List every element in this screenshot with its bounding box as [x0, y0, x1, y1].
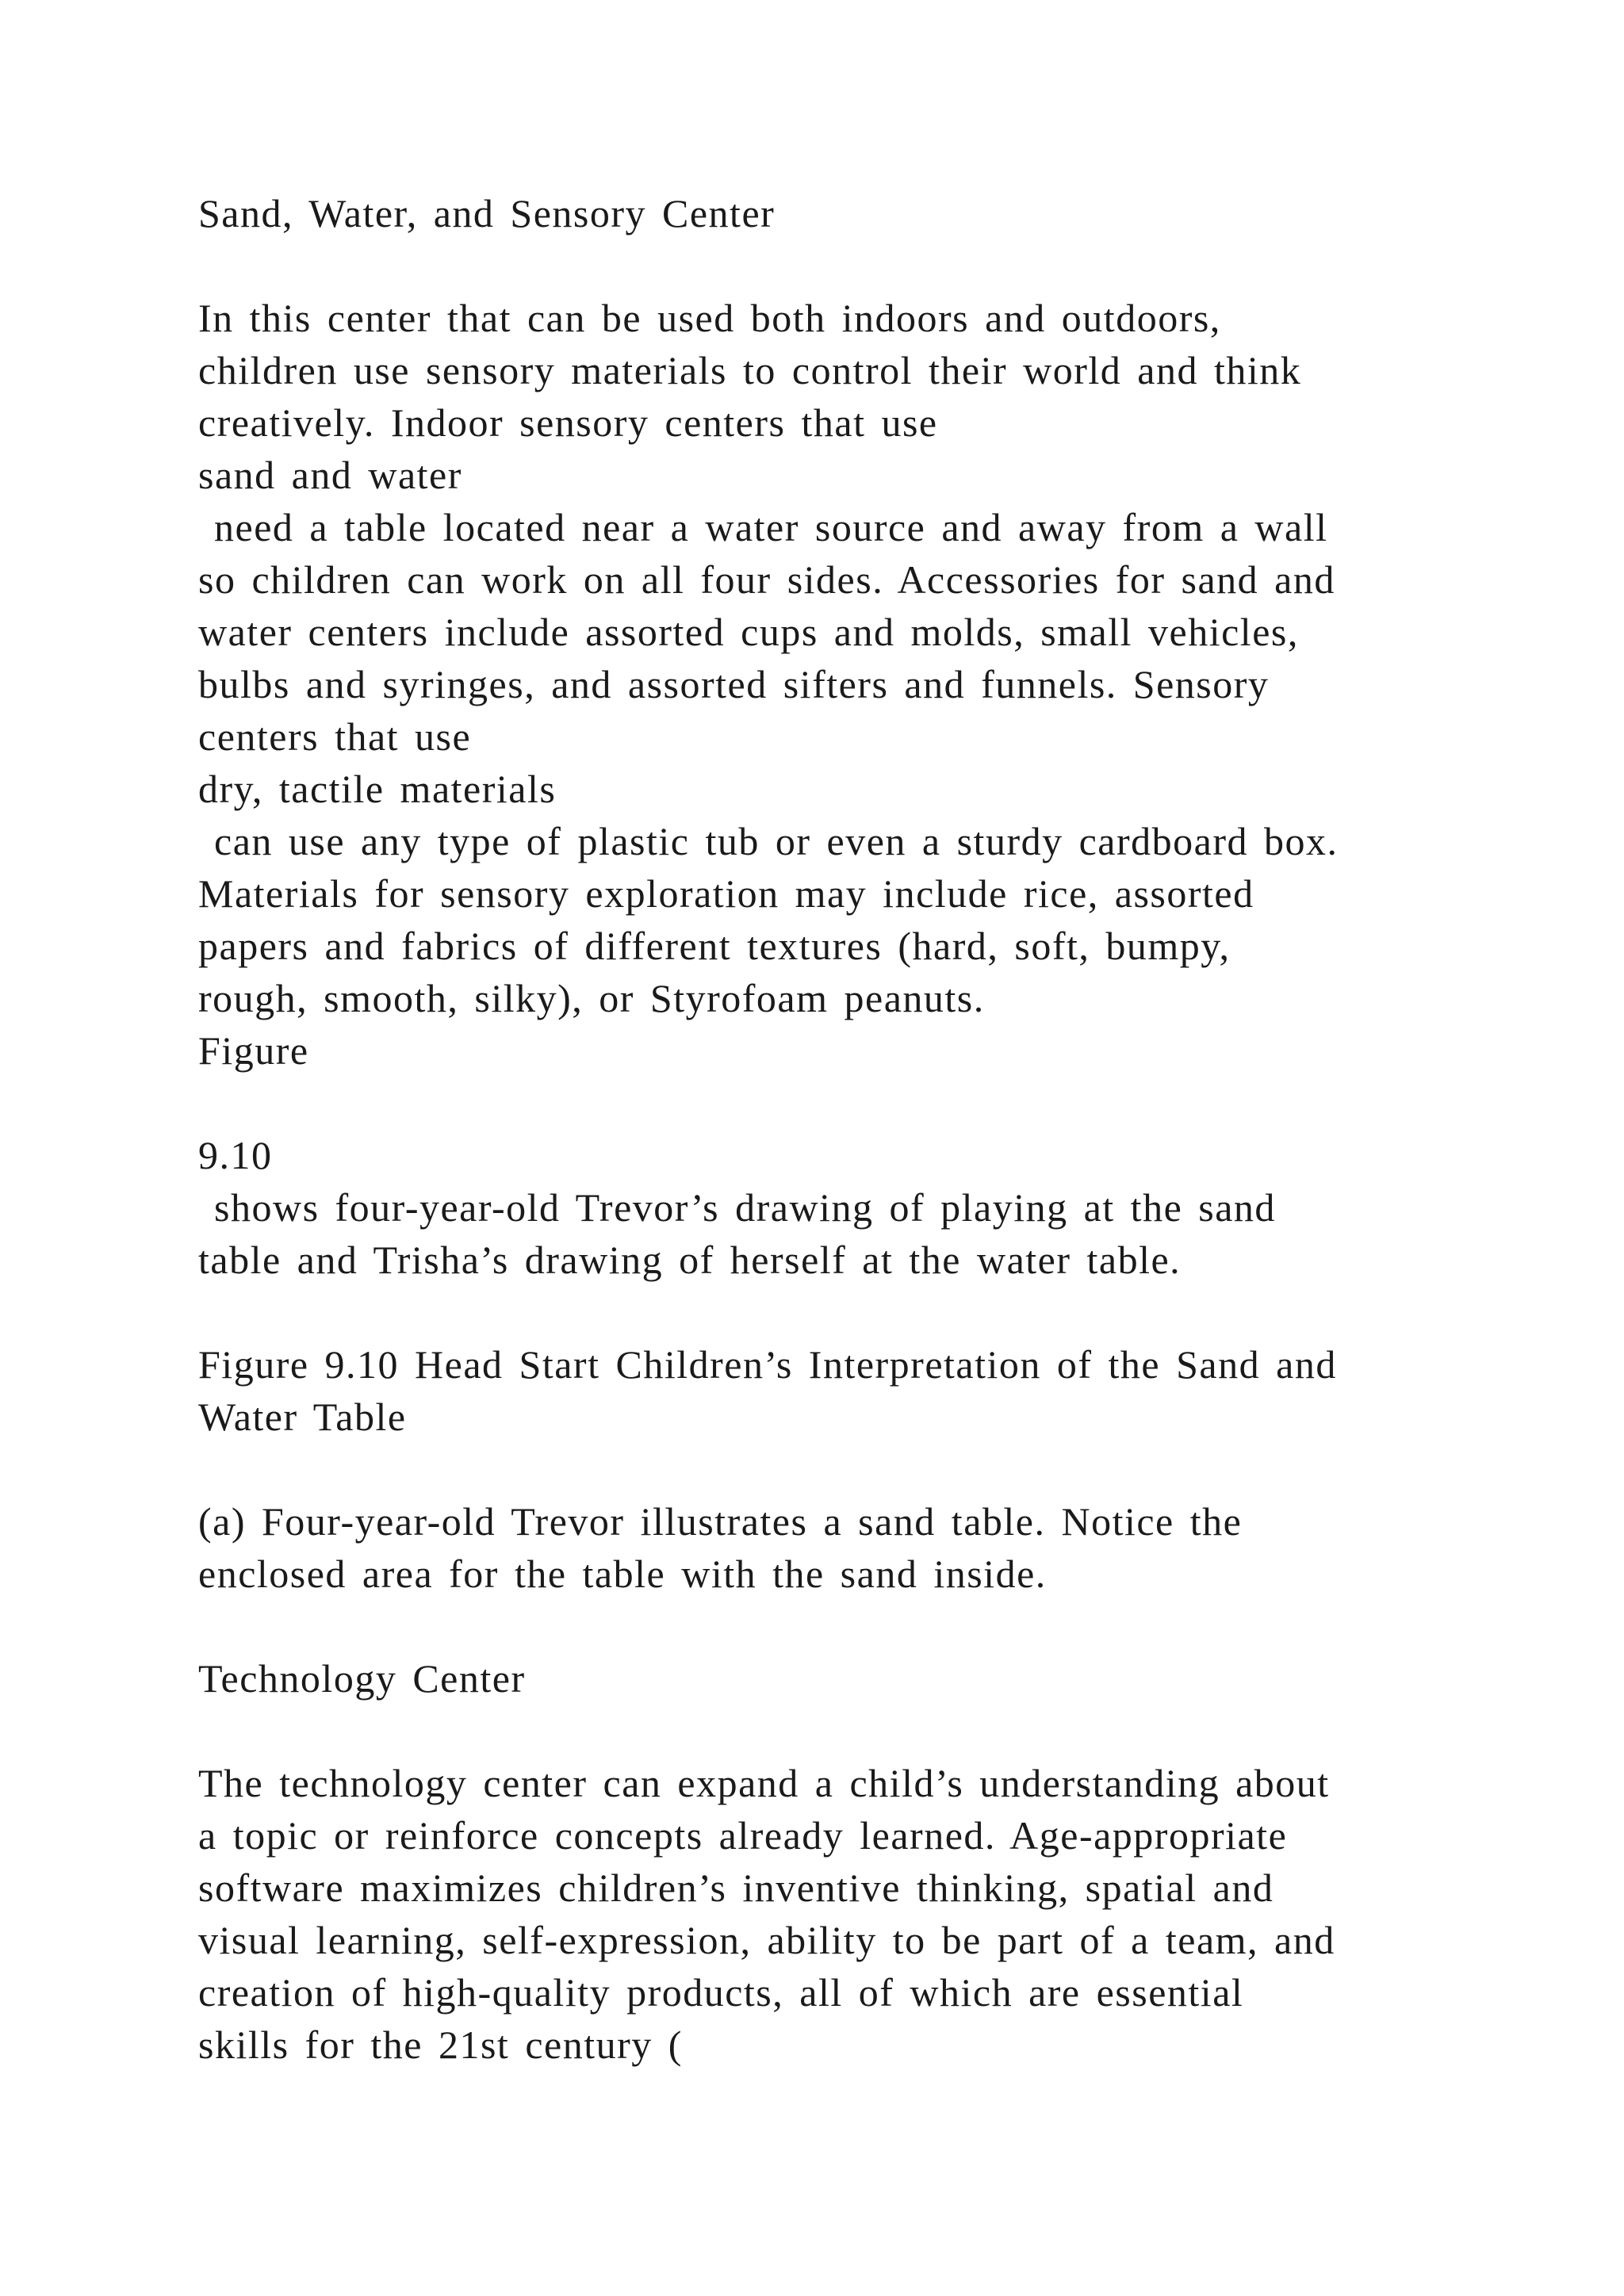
figure-caption: Water Table [198, 1395, 407, 1439]
text-line: bulbs and syringes, and assorted sifters and funnels. Sensory [198, 662, 1270, 706]
text-line: The technology center can expand a child’s understanding about [198, 1761, 1330, 1805]
text-line: 9.10 [198, 1133, 273, 1177]
blank-line [198, 1286, 1530, 1338]
text-line: In this center that can be used both indoors and outdoors, [198, 296, 1221, 340]
text-line: shows four-year-old Trevor’s drawing of playing at the sand [198, 1185, 1276, 1230]
text-line: creatively. Indoor sensory centers that use [198, 400, 938, 445]
figure-subcaption: (a) Four-year-old Trevor illustrates a sand table. Notice the [198, 1499, 1243, 1544]
text-line: table and Trisha’s drawing of herself at the water table. [198, 1238, 1182, 1282]
text-line: children use sensory materials to control their world and think [198, 348, 1302, 392]
text-line: water centers include assorted cups and molds, small vehicles, [198, 610, 1299, 654]
text-line: centers that use [198, 714, 472, 759]
blank-line [198, 239, 1530, 292]
text-line: skills for the 21st century ( [198, 2022, 683, 2067]
text-line: software maximizes children’s inventive thinking, spatial and [198, 1866, 1274, 1910]
text-line: Materials for sensory exploration may include rice, assorted [198, 871, 1254, 916]
figure-caption: Figure 9.10 Head Start Children’s Interpretation of the Sand and [198, 1342, 1337, 1387]
blank-line [198, 1443, 1530, 1495]
text-line: Figure [198, 1028, 309, 1073]
text-line: can use any type of plastic tub or even a sturdy cardboard box. [198, 819, 1339, 863]
text-line: rough, smooth, silky), or Styrofoam peanuts. [198, 976, 985, 1020]
text-line: creation of high-quality products, all of which are essential [198, 1970, 1244, 2015]
text-line: dry, tactile materials [198, 767, 557, 811]
figure-subcaption: enclosed area for the table with the sand inside. [198, 1552, 1047, 1596]
blank-line [198, 1600, 1530, 1652]
text-line: visual learning, self-expression, ability to be part of a team, and [198, 1918, 1335, 1962]
blank-line [198, 1077, 1530, 1129]
document-body [198, 187, 1530, 2071]
text-line: so children can work on all four sides. Accessories for sand and [198, 557, 1335, 602]
text-line: a topic or reinforce concepts already learned. Age-appropriate [198, 1813, 1288, 1858]
text-line: sand and water [198, 453, 462, 497]
blank-line [198, 1705, 1530, 1757]
text-line: papers and fabrics of different textures (hard, soft, bumpy, [198, 924, 1231, 968]
section-heading-technology: Technology Center [198, 1656, 526, 1701]
section-heading-sensory: Sand, Water, and Sensory Center [198, 191, 776, 235]
text-line: need a table located near a water source and away from a wall [198, 505, 1328, 549]
